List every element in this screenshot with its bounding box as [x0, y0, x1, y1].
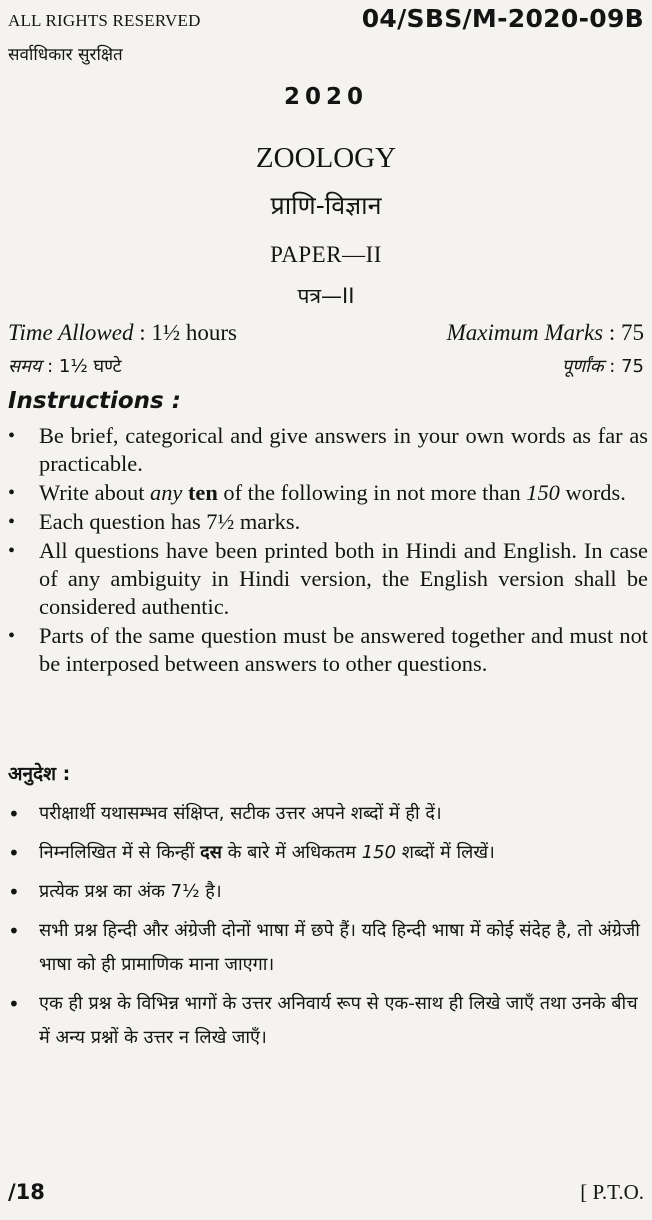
- list-item: • परीक्षार्थी यथासम्भव संक्षिप्त, सटीक उत्तर अपने शब्दों में ही दें।: [8, 797, 648, 831]
- list-item: • Parts of the same question must be answered together and must not be interposed between answers to other questions.: [8, 623, 648, 676]
- list-item: • Write about any ten of the following in not more than 150 words.: [8, 480, 626, 505]
- paper-number-hi: पत्र—II: [297, 284, 355, 308]
- subject-title-en: ZOOLOGY: [255, 142, 397, 174]
- bullet-icon: •: [8, 625, 16, 647]
- bullet-icon: •: [8, 802, 20, 826]
- bullet-icon: •: [8, 540, 16, 562]
- bullet-icon: •: [8, 992, 20, 1016]
- paper-code: 04/SBS/M-2020-09B: [361, 4, 644, 33]
- time-allowed: Time Allowed : 1½ hours: [8, 320, 237, 345]
- paper-number-en: PAPER—II: [270, 242, 382, 267]
- bullet-icon: •: [8, 511, 16, 533]
- bullet-icon: •: [8, 482, 16, 504]
- list-item: • प्रत्येक प्रश्न का अंक 7½ है।: [8, 875, 648, 909]
- maximum-marks: Maximum Marks : 75: [446, 320, 644, 345]
- list-item: • सभी प्रश्न हिन्दी और अंग्रेजी दोनों भाषा में छपे हैं। यदि हिन्दी भाषा में कोई संदेह है, तो अंग्रेजी भाषा को ही प्रामाणिक माना जाएगा।: [8, 914, 648, 982]
- time-marks-row-hi: [8, 354, 644, 378]
- list-item: • Each question has 7½ marks.: [8, 509, 301, 534]
- please-turn-over: [ P.T.O.: [580, 1180, 644, 1204]
- instructions-list-en: [8, 422, 648, 679]
- rights-reserved-en: ALL RIGHTS RESERVED: [8, 11, 201, 30]
- instructions-heading-en: Instructions :: [8, 388, 181, 414]
- rights-reserved-hi: सर्वाधिकार सुरक्षित: [8, 45, 123, 65]
- bullet-icon: •: [8, 425, 16, 447]
- subject-title-hi: प्राणि-विज्ञान: [270, 191, 382, 220]
- exam-year: 2020: [283, 84, 368, 110]
- bullet-icon: •: [8, 880, 20, 904]
- list-item: • एक ही प्रश्न के विभिन्न भागों के उत्तर अनिवार्य रूप से एक-साथ ही लिखे जाएँ तथा उनके बीच में अन्य प्रश्नों के उत्तर न लिखे जाएँ।: [8, 987, 648, 1055]
- list-item: • Be brief, categorical and give answers in your own words as far as practicable.: [8, 423, 648, 476]
- time-allowed-hi: समय : 1½ घण्टे: [8, 356, 122, 377]
- list-item: • All questions have been printed both in Hindi and English. In case of any ambiguity in Hindi version, the English version shall be considered authentic.: [8, 538, 648, 619]
- bullet-icon: •: [8, 841, 20, 865]
- instructions-heading-hi: अनुदेश :: [8, 763, 71, 785]
- bullet-icon: •: [8, 919, 20, 943]
- instructions-list-hi: [8, 797, 648, 1060]
- list-item: • निम्नलिखित में से किन्हीं दस के बारे में अधिकतम 150 शब्दों में लिखें।: [8, 836, 648, 870]
- time-marks-row-en: [8, 320, 644, 346]
- page-count: /18: [8, 1180, 45, 1204]
- maximum-marks-hi: पूर्णांक : 75: [561, 356, 644, 377]
